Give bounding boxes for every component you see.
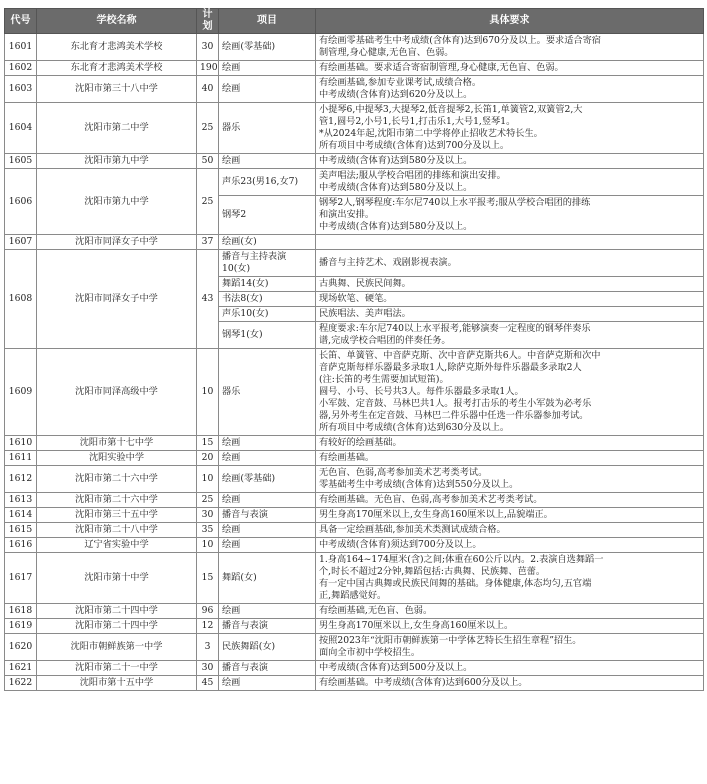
- plan-cell: 190: [197, 61, 219, 76]
- requirement-line: 古典舞、民族民间舞。: [319, 278, 411, 289]
- item-cell: 绘画(零基础): [219, 466, 316, 493]
- plan-cell: 12: [197, 619, 219, 634]
- item-cell: 舞蹈14(女): [219, 277, 316, 292]
- requirement-cell: [316, 604, 704, 619]
- requirement-line: 长笛、单簧管、中音萨克斯、次中音萨克斯共6人。中音萨克斯和次中: [319, 350, 601, 361]
- requirement-line: 有较好的绘画基础。: [319, 437, 402, 448]
- plan-cell: 25: [197, 103, 219, 154]
- table-row: [5, 235, 704, 250]
- code-cell: 1602: [5, 61, 37, 76]
- requirement-line: 制管理,身心健康,无色盲、色弱。: [319, 47, 454, 58]
- table-row: [5, 661, 704, 676]
- school-cell: 沈阳市第十中学: [37, 553, 197, 604]
- code-cell: 1610: [5, 436, 37, 451]
- admissions-table: [4, 8, 704, 691]
- requirement-line: 程度要求:车尔尼740以上水平报考,能够演奏一定程度的钢琴伴奏乐: [319, 323, 591, 334]
- code-cell: 1613: [5, 493, 37, 508]
- code-cell: 1611: [5, 451, 37, 466]
- table-row-sub: [5, 250, 704, 277]
- requirement-line: 有绘画基础。要求适合寄宿制管理,身心健康,无色盲、色弱。: [319, 62, 564, 73]
- item-cell: 钢琴1(女): [219, 322, 316, 349]
- plan-cell: 35: [197, 523, 219, 538]
- item-cell: 绘画: [219, 154, 316, 169]
- code-cell: 1619: [5, 619, 37, 634]
- code-cell: 1606: [5, 169, 37, 235]
- item-cell: 器乐: [219, 103, 316, 154]
- code-cell: 1615: [5, 523, 37, 538]
- requirement-line: 谱,完成学校合唱团的伴奏任务。: [319, 335, 451, 346]
- requirement-cell: [316, 322, 704, 349]
- school-cell: 沈阳市同泽高级中学: [37, 349, 197, 436]
- header-code: 代号: [5, 9, 37, 34]
- requirement-cell: [316, 349, 704, 436]
- code-cell: 1622: [5, 676, 37, 691]
- requirement-cell: [316, 436, 704, 451]
- requirement-cell: [316, 508, 704, 523]
- requirement-line: 按照2023年“沈阳市朝鲜族第一中学体艺特长生招生章程”招生。: [319, 635, 582, 646]
- requirement-line: 播音与主持艺术、戏剧影视表演。: [319, 257, 457, 268]
- item-cell: 绘画: [219, 61, 316, 76]
- requirement-line: 男生身高170厘米以上,女生身高160厘米以上,品貌端正。: [319, 509, 553, 520]
- requirement-cell: [316, 76, 704, 103]
- item-cell: 绘画(女): [219, 235, 316, 250]
- code-cell: 1621: [5, 661, 37, 676]
- header-row: [5, 9, 704, 34]
- school-cell: 沈阳市第二十六中学: [37, 493, 197, 508]
- requirement-line: 中考成绩(含体育)须达到700分及以上。: [319, 539, 482, 550]
- table-row: [5, 436, 704, 451]
- school-cell: 沈阳市第二十四中学: [37, 619, 197, 634]
- item-cell: 绘画: [219, 604, 316, 619]
- item-cell: 声乐23(男16,女7): [219, 169, 316, 196]
- school-cell: 沈阳市第九中学: [37, 154, 197, 169]
- school-cell: 沈阳市朝鲜族第一中学: [37, 634, 197, 661]
- requirement-line: 管1,圆号2,小号1,长号1,打击乐1,大号1,竖琴1。: [319, 116, 516, 127]
- requirement-line: 中考成绩(含体育)达到620分及以上。: [319, 89, 473, 100]
- item-cell: 绘画: [219, 523, 316, 538]
- table-row: [5, 523, 704, 538]
- requirement-cell: [316, 235, 704, 250]
- table-row: [5, 508, 704, 523]
- item-cell: 绘画: [219, 436, 316, 451]
- code-cell: 1604: [5, 103, 37, 154]
- requirement-cell: [316, 493, 704, 508]
- plan-cell: 30: [197, 508, 219, 523]
- requirement-line: 个,时长不超过2分钟,舞蹈包括:古典舞、民族舞、芭蕾。: [319, 566, 546, 577]
- item-cell: 绘画: [219, 676, 316, 691]
- requirement-cell: [316, 34, 704, 61]
- code-cell: 1614: [5, 508, 37, 523]
- plan-cell: 3: [197, 634, 219, 661]
- plan-cell: 10: [197, 349, 219, 436]
- table-row: [5, 619, 704, 634]
- requirement-line: 具备一定绘画基础,参加美术类测试成绩合格。: [319, 524, 506, 535]
- requirement-line: 美声唱法;服从学校合唱团的排练和演出安排。: [319, 170, 506, 181]
- requirement-line: 圆号、小号、长号共3人。每件乐器最多录取1人。: [319, 386, 524, 397]
- table-row: [5, 538, 704, 553]
- code-cell: 1608: [5, 250, 37, 349]
- plan-cell: 30: [197, 661, 219, 676]
- item-cell: 钢琴2: [219, 196, 316, 235]
- requirement-line: 有绘画基础,无色盲、色弱。: [319, 605, 433, 616]
- item-cell: 播音与表演: [219, 619, 316, 634]
- code-cell: 1603: [5, 76, 37, 103]
- item-cell: 器乐: [219, 349, 316, 436]
- item-cell: 民族舞蹈(女): [219, 634, 316, 661]
- school-cell: 沈阳市同泽女子中学: [37, 235, 197, 250]
- table-body: [5, 34, 704, 691]
- school-cell: 沈阳市第二十六中学: [37, 466, 197, 493]
- code-cell: 1612: [5, 466, 37, 493]
- table-row: [5, 676, 704, 691]
- requirement-line: (注:长笛的考生需要加试短笛)。: [319, 374, 449, 385]
- requirement-cell: [316, 553, 704, 604]
- requirement-line: 面向全市初中学校招生。: [319, 647, 421, 658]
- requirement-line: 现场软笔、硬笔。: [319, 293, 393, 304]
- item-cell: 书法8(女): [219, 292, 316, 307]
- table-row: [5, 604, 704, 619]
- requirement-line: 有绘画基础,参加专业课考试,成绩合格。: [319, 77, 482, 88]
- requirement-line: 有绘画基础。中考成绩(含体育)达到600分及以上。: [319, 677, 528, 688]
- plan-cell: 43: [197, 250, 219, 349]
- requirement-line: 中考成绩(含体育)达到580分及以上。: [319, 221, 473, 232]
- plan-cell: 15: [197, 436, 219, 451]
- table-row: [5, 466, 704, 493]
- requirement-cell: [316, 154, 704, 169]
- school-cell: 东北育才悲鸿美术学校: [37, 61, 197, 76]
- table-row: [5, 349, 704, 436]
- requirement-line: 无色盲、色弱,高考参加美术艺考类考试。: [319, 467, 488, 478]
- requirement-line: 有绘画基础。: [319, 452, 375, 463]
- requirement-cell: [316, 307, 704, 322]
- requirement-line: 音萨克斯每样乐器最多录取1人,除萨克斯外每件乐器最多录取2人: [319, 362, 582, 373]
- school-cell: 沈阳市第十七中学: [37, 436, 197, 451]
- requirement-cell: [316, 61, 704, 76]
- code-cell: 1609: [5, 349, 37, 436]
- item-cell: 绘画(零基础): [219, 34, 316, 61]
- school-cell: 沈阳市第十五中学: [37, 676, 197, 691]
- requirement-cell: [316, 196, 704, 235]
- requirement-cell: [316, 676, 704, 691]
- table-row: [5, 553, 704, 604]
- table-row: [5, 634, 704, 661]
- requirement-cell: [316, 451, 704, 466]
- school-cell: 东北育才悲鸿美术学校: [37, 34, 197, 61]
- plan-cell: 25: [197, 493, 219, 508]
- requirement-line: 民族唱法、美声唱法。: [319, 308, 411, 319]
- plan-cell: 30: [197, 34, 219, 61]
- code-cell: 1616: [5, 538, 37, 553]
- requirement-cell: [316, 169, 704, 196]
- plan-cell: 96: [197, 604, 219, 619]
- plan-cell: 37: [197, 235, 219, 250]
- requirement-line: 所有项目中考成绩(含体育)达到630分及以上。: [319, 422, 510, 433]
- requirement-line: 有绘画零基础考生中考成绩(含体育)达到670分及以上。要求适合寄宿: [319, 35, 601, 46]
- school-cell: 辽宁省实验中学: [37, 538, 197, 553]
- requirement-line: 1.身高164~174厘米(含)之间;体重在60公斤以内。2.表演自选舞蹈一: [319, 554, 604, 565]
- requirement-line: 有一定中国古典舞或民族民间舞的基础。身体健康,体态均匀,五官端: [319, 578, 592, 589]
- requirement-line: 小提琴6,中提琴3,大提琴2,低音提琴2,长笛1,单簧管2,双簧管2,大: [319, 104, 583, 115]
- item-cell: 绘画: [219, 76, 316, 103]
- table-row: [5, 76, 704, 103]
- plan-cell: 45: [197, 676, 219, 691]
- requirement-cell: [316, 277, 704, 292]
- plan-cell: 15: [197, 553, 219, 604]
- requirement-line: *从2024年起,沈阳市第二中学将停止招收艺术特长生。: [319, 128, 543, 139]
- table-row: [5, 154, 704, 169]
- table-row: [5, 34, 704, 61]
- item-cell: 绘画: [219, 451, 316, 466]
- plan-cell: 40: [197, 76, 219, 103]
- code-cell: 1618: [5, 604, 37, 619]
- requirement-cell: [316, 250, 704, 277]
- school-cell: 沈阳市第三十五中学: [37, 508, 197, 523]
- code-cell: 1607: [5, 235, 37, 250]
- requirement-line: 中考成绩(含体育)达到580分及以上。: [319, 182, 473, 193]
- table-row: [5, 493, 704, 508]
- table-row: [5, 103, 704, 154]
- requirement-cell: [316, 619, 704, 634]
- code-cell: 1605: [5, 154, 37, 169]
- code-cell: 1601: [5, 34, 37, 61]
- item-cell: 绘画: [219, 538, 316, 553]
- plan-cell: 50: [197, 154, 219, 169]
- header-plan: 计划: [197, 9, 219, 34]
- requirement-line: 钢琴2人,钢琴程度:车尔尼740以上水平报考;服从学校合唱团的排练: [319, 197, 591, 208]
- school-cell: 沈阳市第三十八中学: [37, 76, 197, 103]
- item-cell: 声乐10(女): [219, 307, 316, 322]
- item-cell: 播音与表演: [219, 508, 316, 523]
- school-cell: 沈阳实验中学: [37, 451, 197, 466]
- header-school: 学校名称: [37, 9, 197, 34]
- requirement-cell: [316, 661, 704, 676]
- requirement-line: 小军鼓、定音鼓、马林巴共1人。报考打击乐的考生小军鼓为必考乐: [319, 398, 592, 409]
- requirement-line: 中考成绩(含体育)达到580分及以上。: [319, 155, 473, 166]
- code-cell: 1620: [5, 634, 37, 661]
- plan-cell: 10: [197, 538, 219, 553]
- item-cell: 绘画: [219, 493, 316, 508]
- item-cell: 舞蹈(女): [219, 553, 316, 604]
- requirement-line: 男生身高170厘米以上,女生身高160厘米以上。: [319, 620, 514, 631]
- school-cell: 沈阳市第二十一中学: [37, 661, 197, 676]
- item-cell: 播音与表演: [219, 661, 316, 676]
- school-cell: 沈阳市同泽女子中学: [37, 250, 197, 349]
- requirement-cell: [316, 466, 704, 493]
- requirement-cell: [316, 103, 704, 154]
- header-requirements: 具体要求: [316, 9, 704, 34]
- requirement-cell: [316, 292, 704, 307]
- requirement-line: 所有项目中考成绩(含体育)达到700分及以上。: [319, 140, 510, 151]
- header-item: 项目: [219, 9, 316, 34]
- plan-cell: 20: [197, 451, 219, 466]
- plan-cell: 10: [197, 466, 219, 493]
- school-cell: 沈阳市第九中学: [37, 169, 197, 235]
- school-cell: 沈阳市第二十四中学: [37, 604, 197, 619]
- requirement-line: 零基础考生中考成绩(含体育)达到550分及以上。: [319, 479, 519, 490]
- table-row: [5, 451, 704, 466]
- requirement-line: 和演出安排。: [319, 209, 375, 220]
- school-cell: 沈阳市第二中学: [37, 103, 197, 154]
- requirement-line: 器,另外考生在定音鼓、马林巴二件乐器中任选一件乐器参加考试。: [319, 410, 589, 421]
- requirement-line: 有绘画基础。无色盲、色弱,高考参加美术艺考类考试。: [319, 494, 543, 505]
- table-row: [5, 61, 704, 76]
- requirement-cell: [316, 634, 704, 661]
- code-cell: 1617: [5, 553, 37, 604]
- plan-cell: 25: [197, 169, 219, 235]
- school-cell: 沈阳市第二十八中学: [37, 523, 197, 538]
- table-row-sub: [5, 169, 704, 196]
- requirement-line: 正,舞蹈感觉好。: [319, 590, 387, 601]
- item-cell: 播音与主持表演10(女): [219, 250, 316, 277]
- requirement-line: 中考成绩(含体育)达到500分及以上。: [319, 662, 473, 673]
- requirement-cell: [316, 523, 704, 538]
- requirement-cell: [316, 538, 704, 553]
